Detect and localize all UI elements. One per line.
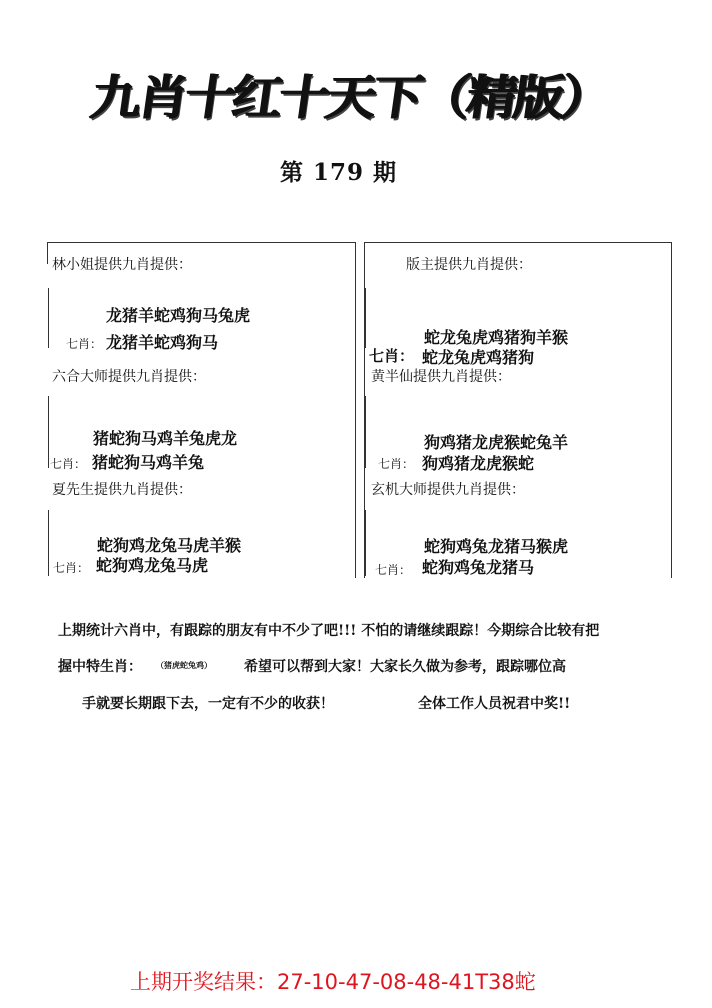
- right-tick-2: [365, 396, 366, 468]
- nine-zodiac: 狗鸡猪龙虎猴蛇兔羊: [424, 433, 569, 452]
- seven-zodiac: 猪蛇狗马鸡羊兔: [92, 453, 205, 472]
- seven-label: 七肖：: [66, 337, 103, 351]
- notice-line-2a: 握中特生肖：: [58, 659, 142, 675]
- seven-zodiac: 狗鸡猪龙虎猴蛇: [422, 454, 535, 473]
- provider-label: 玄机大师提供九肖提供：: [371, 482, 525, 498]
- seven-zodiac: 蛇龙兔虎鸡猪狗: [422, 348, 535, 367]
- notice-line-3a: 手就要长期跟下去，一定有不少的收获！: [82, 696, 334, 712]
- seven-zodiac: 龙猪羊蛇鸡狗马: [106, 333, 219, 352]
- seven-zodiac: 蛇狗鸡龙兔马虎: [96, 556, 209, 575]
- left-box-border: [47, 242, 48, 264]
- notice-line-1: 上期统计六肖中，有跟踪的朋友有中不少了吧!!! 不怕的请继续跟踪！今期综合比较有把: [58, 623, 600, 639]
- provider-label: 六合大师提供九肖提供：: [52, 369, 206, 385]
- right-tick-3: [365, 510, 366, 576]
- nine-zodiac: 蛇狗鸡兔龙猪马猴虎: [424, 537, 569, 556]
- left-box-divider: [355, 242, 356, 578]
- notice-line-2-small: （猪虎蛇兔鸡）: [156, 660, 212, 670]
- left-tick-2: [48, 396, 49, 468]
- nine-zodiac: 龙猪羊蛇鸡狗马兔虎: [106, 306, 251, 325]
- seven-zodiac: 蛇狗鸡兔龙猪马: [422, 558, 535, 577]
- left-box-top: [47, 242, 356, 243]
- nine-zodiac: 猪蛇狗马鸡羊兔虎龙: [93, 429, 238, 448]
- last-draw-result: 上期开奖结果：27-10-47-08-48-41T38蛇: [130, 970, 536, 994]
- provider-label: 林小姐提供九肖提供：: [52, 257, 192, 273]
- nine-zodiac: 蛇狗鸡龙兔马虎羊猴: [97, 536, 242, 555]
- right-tick-1: [365, 288, 366, 348]
- provider-label: 黄半仙提供九肖提供：: [371, 369, 511, 385]
- issue-number: 第 179 期: [280, 159, 398, 186]
- seven-label: 七肖：: [378, 457, 415, 471]
- left-tick-3: [48, 510, 49, 576]
- page-title: 九肖十红十天下（精版）: [87, 70, 613, 126]
- seven-label: 七肖：: [50, 457, 87, 471]
- left-tick-1: [48, 288, 49, 348]
- notice-line-3b: 全体工作人员祝君中奖!!: [418, 696, 571, 712]
- nine-zodiac: 蛇龙兔虎鸡猪狗羊猴: [424, 328, 569, 347]
- notice-line-2b: 希望可以帮到大家！大家长久做为参考，跟踪哪位高: [244, 659, 566, 675]
- seven-label: 七肖：: [375, 563, 412, 577]
- seven-label: 七肖：: [53, 561, 90, 575]
- provider-label: 版主提供九肖提供：: [406, 257, 532, 273]
- right-box-border: [671, 242, 672, 578]
- seven-label: 七肖：: [369, 347, 415, 365]
- right-box-top: [364, 242, 672, 243]
- provider-label: 夏先生提供九肖提供：: [52, 482, 192, 498]
